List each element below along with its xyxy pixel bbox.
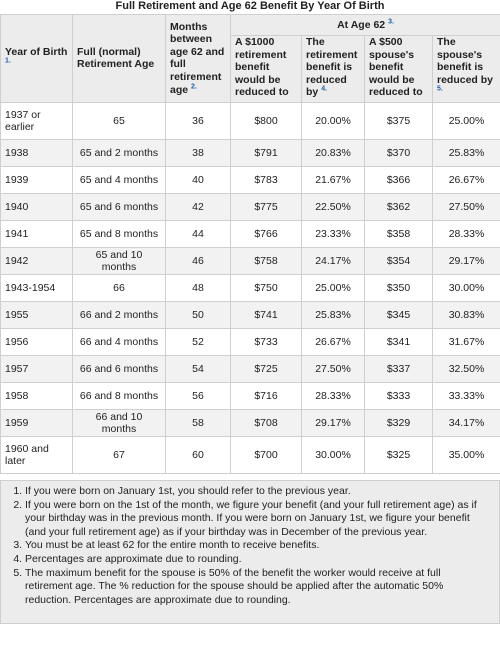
footnote-ref[interactable]: 4. [321,85,328,93]
year-link[interactable]: 1939 [1,166,73,193]
footnote-item: 3. You must be at least 62 for the entire month to receive benefits. [25,539,489,553]
header-spouse-reduced-by: The spouse's benefit is reduced by $^{5.}$ [433,36,500,103]
retirement-percent: 22.50% [302,193,365,220]
spouse-percent: 31.67% [433,328,500,355]
footnote-ref[interactable]: 2. [191,83,197,91]
months-value: 54 [166,355,231,382]
footnote-item: 2. If you were born on the 1st of the month, we figure your benefit (and your full retirement age) as if your birthday was in the previous month. If you were born on January 1st, we figure your benefit (and your full retirement age) as if your birthday was in December of the previous year. [25,499,489,540]
spouse-percent: 34.17% [433,409,500,436]
spouse-amount: $325 [365,436,433,473]
retirement-amount: $758 [231,247,302,274]
table-row [1,382,500,409]
months-value: 40 [166,166,231,193]
spouse-amount: $362 [365,193,433,220]
retirement-amount: $741 [231,301,302,328]
table-row [1,139,500,166]
header-row-top [1,15,500,36]
months-value: 38 [166,139,231,166]
retirement-percent: 20.83% [302,139,365,166]
full-retirement-age: 66 and 4 months [73,328,166,355]
footnotes [0,480,500,624]
header-at-age-62: At Age 62 $^{3.}$ [231,15,500,36]
header-retirement-reduced-by: The retirement benefit is reduced by $^{4.}$ [302,36,365,103]
spouse-percent: 25.83% [433,139,500,166]
months-value: 56 [166,382,231,409]
footnote-item: 5. The maximum benefit for the spouse is 50% of the benefit the worker would receive at full retirement age. The % reduction for the spouse should be applied after the automatic 50% reduction. Percentages are approximate due to rounding. [25,567,489,608]
year-link[interactable]: 1940 [1,193,73,220]
spouse-percent: 35.00% [433,436,500,473]
year-link[interactable]: 1958 [1,382,73,409]
retirement-percent: 23.33% [302,220,365,247]
header-retirement-reduced-to: A $1000 retirement benefit would be reduced to [231,36,302,103]
full-retirement-age: 65 and 10 months [73,247,166,274]
retirement-percent: 25.00% [302,274,365,301]
full-retirement-age: 65 and 2 months [73,139,166,166]
year-link[interactable]: 1959 [1,409,73,436]
retirement-percent: 30.00% [302,436,365,473]
table-row [1,220,500,247]
spouse-amount: $370 [365,139,433,166]
full-retirement-age: 66 and 10 months [73,409,166,436]
retirement-percent: 24.17% [302,247,365,274]
footnote-ref[interactable]: 5. [437,85,443,93]
months-value: 42 [166,193,231,220]
retirement-percent: 25.83% [302,301,365,328]
retirement-amount: $783 [231,166,302,193]
spouse-amount: $333 [365,382,433,409]
spouse-amount: $341 [365,328,433,355]
spouse-amount: $345 [365,301,433,328]
retirement-amount: $800 [231,102,302,139]
footnote-ref[interactable]: 1. [5,57,11,65]
retirement-amount: $716 [231,382,302,409]
retirement-amount: $708 [231,409,302,436]
page-title: Full Retirement and Age 62 Benefit By Year Of Birth [115,0,385,12]
retirement-amount: $750 [231,274,302,301]
year-link[interactable]: 1938 [1,139,73,166]
year-link[interactable]: 1942 [1,247,73,274]
months-value: 44 [166,220,231,247]
retirement-percent: 29.17% [302,409,365,436]
full-retirement-age: 65 and 8 months [73,220,166,247]
year-link[interactable]: 1960 and later [1,436,73,473]
full-retirement-age: 65 and 6 months [73,193,166,220]
spouse-percent: 27.50% [433,193,500,220]
full-retirement-age: 65 and 4 months [73,166,166,193]
table-row [1,301,500,328]
spouse-percent: 30.83% [433,301,500,328]
months-value: 60 [166,436,231,473]
full-retirement-age: 66 [73,274,166,301]
spouse-percent: 25.00% [433,102,500,139]
footnote-item: 4. Percentages are approximate due to rounding. [25,553,489,567]
retirement-amount: $775 [231,193,302,220]
year-link[interactable]: 1937 or earlier [1,102,73,139]
retirement-amount: $733 [231,328,302,355]
months-value: 48 [166,274,231,301]
retirement-percent: 26.67% [302,328,365,355]
spouse-percent: 30.00% [433,274,500,301]
header-full-retirement-age: Full (normal) Retirement Age [73,15,166,103]
retirement-amount: $700 [231,436,302,473]
table-row [1,436,500,473]
spouse-amount: $358 [365,220,433,247]
retirement-amount: $725 [231,355,302,382]
full-retirement-age: 66 and 6 months [73,355,166,382]
retirement-amount: $766 [231,220,302,247]
table-row [1,355,500,382]
year-link[interactable]: 1943-1954 [1,274,73,301]
spouse-amount: $375 [365,102,433,139]
table-row [1,328,500,355]
table-row [1,247,500,274]
spouse-percent: 32.50% [433,355,500,382]
spouse-percent: 26.67% [433,166,500,193]
retirement-percent: 20.00% [302,102,365,139]
months-value: 46 [166,247,231,274]
retirement-percent: 27.50% [302,355,365,382]
months-value: 52 [166,328,231,355]
months-value: 58 [166,409,231,436]
table-row [1,166,500,193]
months-value: 50 [166,301,231,328]
table-row [1,274,500,301]
year-link[interactable]: 1941 [1,220,73,247]
table-row [1,193,500,220]
full-retirement-age: 66 and 2 months [73,301,166,328]
footnote-ref[interactable]: 3. [388,18,394,26]
spouse-amount: $366 [365,166,433,193]
table-row [1,409,500,436]
table-row [1,102,500,139]
spouse-percent: 28.33% [433,220,500,247]
spouse-percent: 33.33% [433,382,500,409]
header-year-of-birth: Year of Birth $^{1.}$ [1,15,73,103]
retirement-percent: 21.67% [302,166,365,193]
header-months-between: Months between age 62 and full retirement age $^{2.}$ [166,15,231,103]
full-retirement-age: 66 and 8 months [73,382,166,409]
spouse-amount: $354 [365,247,433,274]
footnote-item: 1. If you were born on January 1st, you should refer to the previous year. [25,485,489,499]
spouse-amount: $329 [365,409,433,436]
full-retirement-age: 67 [73,436,166,473]
header-spouse-reduced-to: A $500 spouse's benefit would be reduced to [365,36,433,103]
benefits-table [0,14,500,474]
spouse-amount: $337 [365,355,433,382]
full-retirement-age: 65 [73,102,166,139]
spouse-amount: $350 [365,274,433,301]
retirement-amount: $791 [231,139,302,166]
year-link[interactable]: 1957 [1,355,73,382]
year-link[interactable]: 1956 [1,328,73,355]
year-link[interactable]: 1955 [1,301,73,328]
retirement-percent: 28.33% [302,382,365,409]
spouse-percent: 29.17% [433,247,500,274]
months-value: 36 [166,102,231,139]
